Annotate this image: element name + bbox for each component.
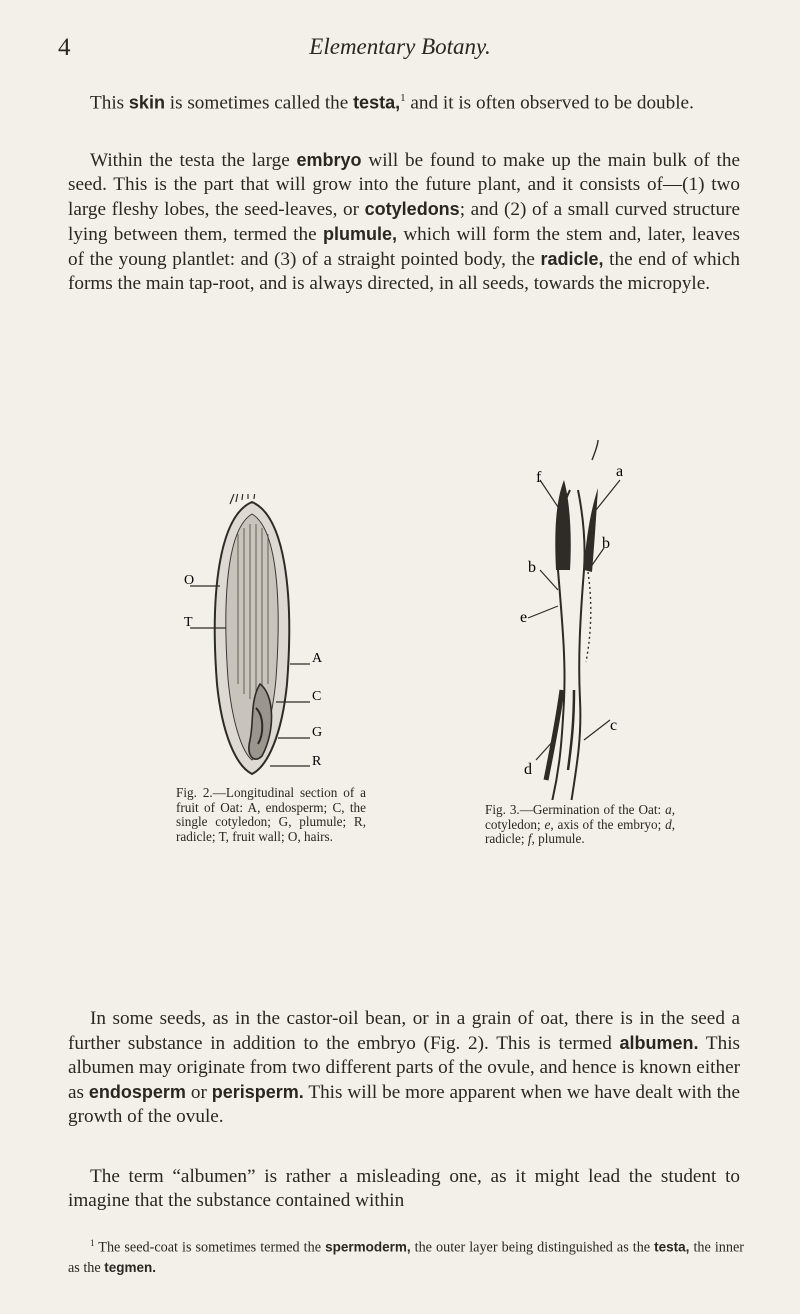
fig3-label-e: e xyxy=(520,609,528,626)
term-radicle: radicle, xyxy=(540,249,604,269)
figure-3-germination xyxy=(500,440,650,800)
term-testa: testa, xyxy=(353,92,401,113)
fig2-label-t: T xyxy=(184,615,193,630)
fig2-label-g: G xyxy=(312,725,323,740)
term-plumule: plumule, xyxy=(322,224,397,244)
fig2-label-r: R xyxy=(312,754,322,769)
fig2-label-c: C xyxy=(312,689,322,704)
paragraph-albumen: In some seeds, as in the castor-oil bean, or in a grain of oat, there is in the seed a further substance in addition to the embryo (Fig. 2). This is termed albumen. This albumen may originate from two different parts of the ovule, and hence is known either as endosperm or perisperm. This will be more apparent when we have dealt with the growth of the ovule. xyxy=(68,1008,741,1127)
term-albumen: albumen. xyxy=(619,1033,699,1053)
running-title: Elementary Botany. xyxy=(309,34,491,59)
footnote: $^1$ The seed-coat is sometimes termed the spermoderm, the outer layer being distinguished as the testa, the inner as the tegmen. xyxy=(68,1238,744,1276)
figure-3-caption: Fig. 3.—Germination of the Oat: a, cotyledon; e, axis of the embryo; d, radicle; f, plumule. xyxy=(485,802,675,846)
paragraph-testa: This skin is sometimes called the testa,$^1$ and it is often observed to be double. xyxy=(90,92,694,114)
term-cotyledons: cotyledons xyxy=(364,199,460,219)
fig2-label-a: A xyxy=(312,651,323,666)
page-number: 4 xyxy=(58,34,71,61)
fig3-label-a: a xyxy=(616,463,624,480)
page-header xyxy=(0,34,800,64)
footnote-number: 1 xyxy=(90,1238,95,1248)
fig3-label-f: f xyxy=(536,469,542,486)
fig3-label-b-left: b xyxy=(528,559,536,576)
term-spermoderm: spermoderm, xyxy=(325,1239,411,1255)
term-embryo: embryo xyxy=(296,150,362,170)
fig2-label-o: O xyxy=(184,573,195,588)
paragraph-embryo: Within the testa the large embryo will be found to make up the main bulk of the seed. This is the part that will grow into the future plant, and it consists of—(1) two large fleshy lobes, the seed-leaves, or cotyledons; and (2) of a small curved structure lying between them, termed the plumule, which will form the stem and, later, leaves of the young plantlet: and (3) of a straight pointed body, the radicle, the end of which forms the main tap-root, and is always directed, in all seeds, towards the micropyle. xyxy=(68,150,740,294)
paragraph-misleading-term: The term “albumen” is rather a misleading one, as it might lead the student to imagine that the substance contained within xyxy=(68,1166,740,1211)
fig3-label-d: d xyxy=(524,761,532,778)
footnote-marker: 1 xyxy=(400,92,406,104)
fig3-label-c: c xyxy=(610,717,618,734)
term-tegmen: tegmen. xyxy=(104,1259,157,1275)
figure-2-caption: Fig. 2.—Longitudinal section of a fruit of Oat: A, endosperm; C, the single cotyledon; G, plumule; R, radicle; T, fruit wall; O, hairs. xyxy=(176,785,366,844)
figure-2-labels xyxy=(170,494,340,794)
term-perisperm: perisperm. xyxy=(211,1082,304,1102)
term-skin: skin xyxy=(128,92,165,113)
term-testa-footnote: testa, xyxy=(654,1239,690,1255)
fig3-label-b-right: b xyxy=(602,535,610,552)
term-endosperm: endosperm xyxy=(88,1082,186,1102)
